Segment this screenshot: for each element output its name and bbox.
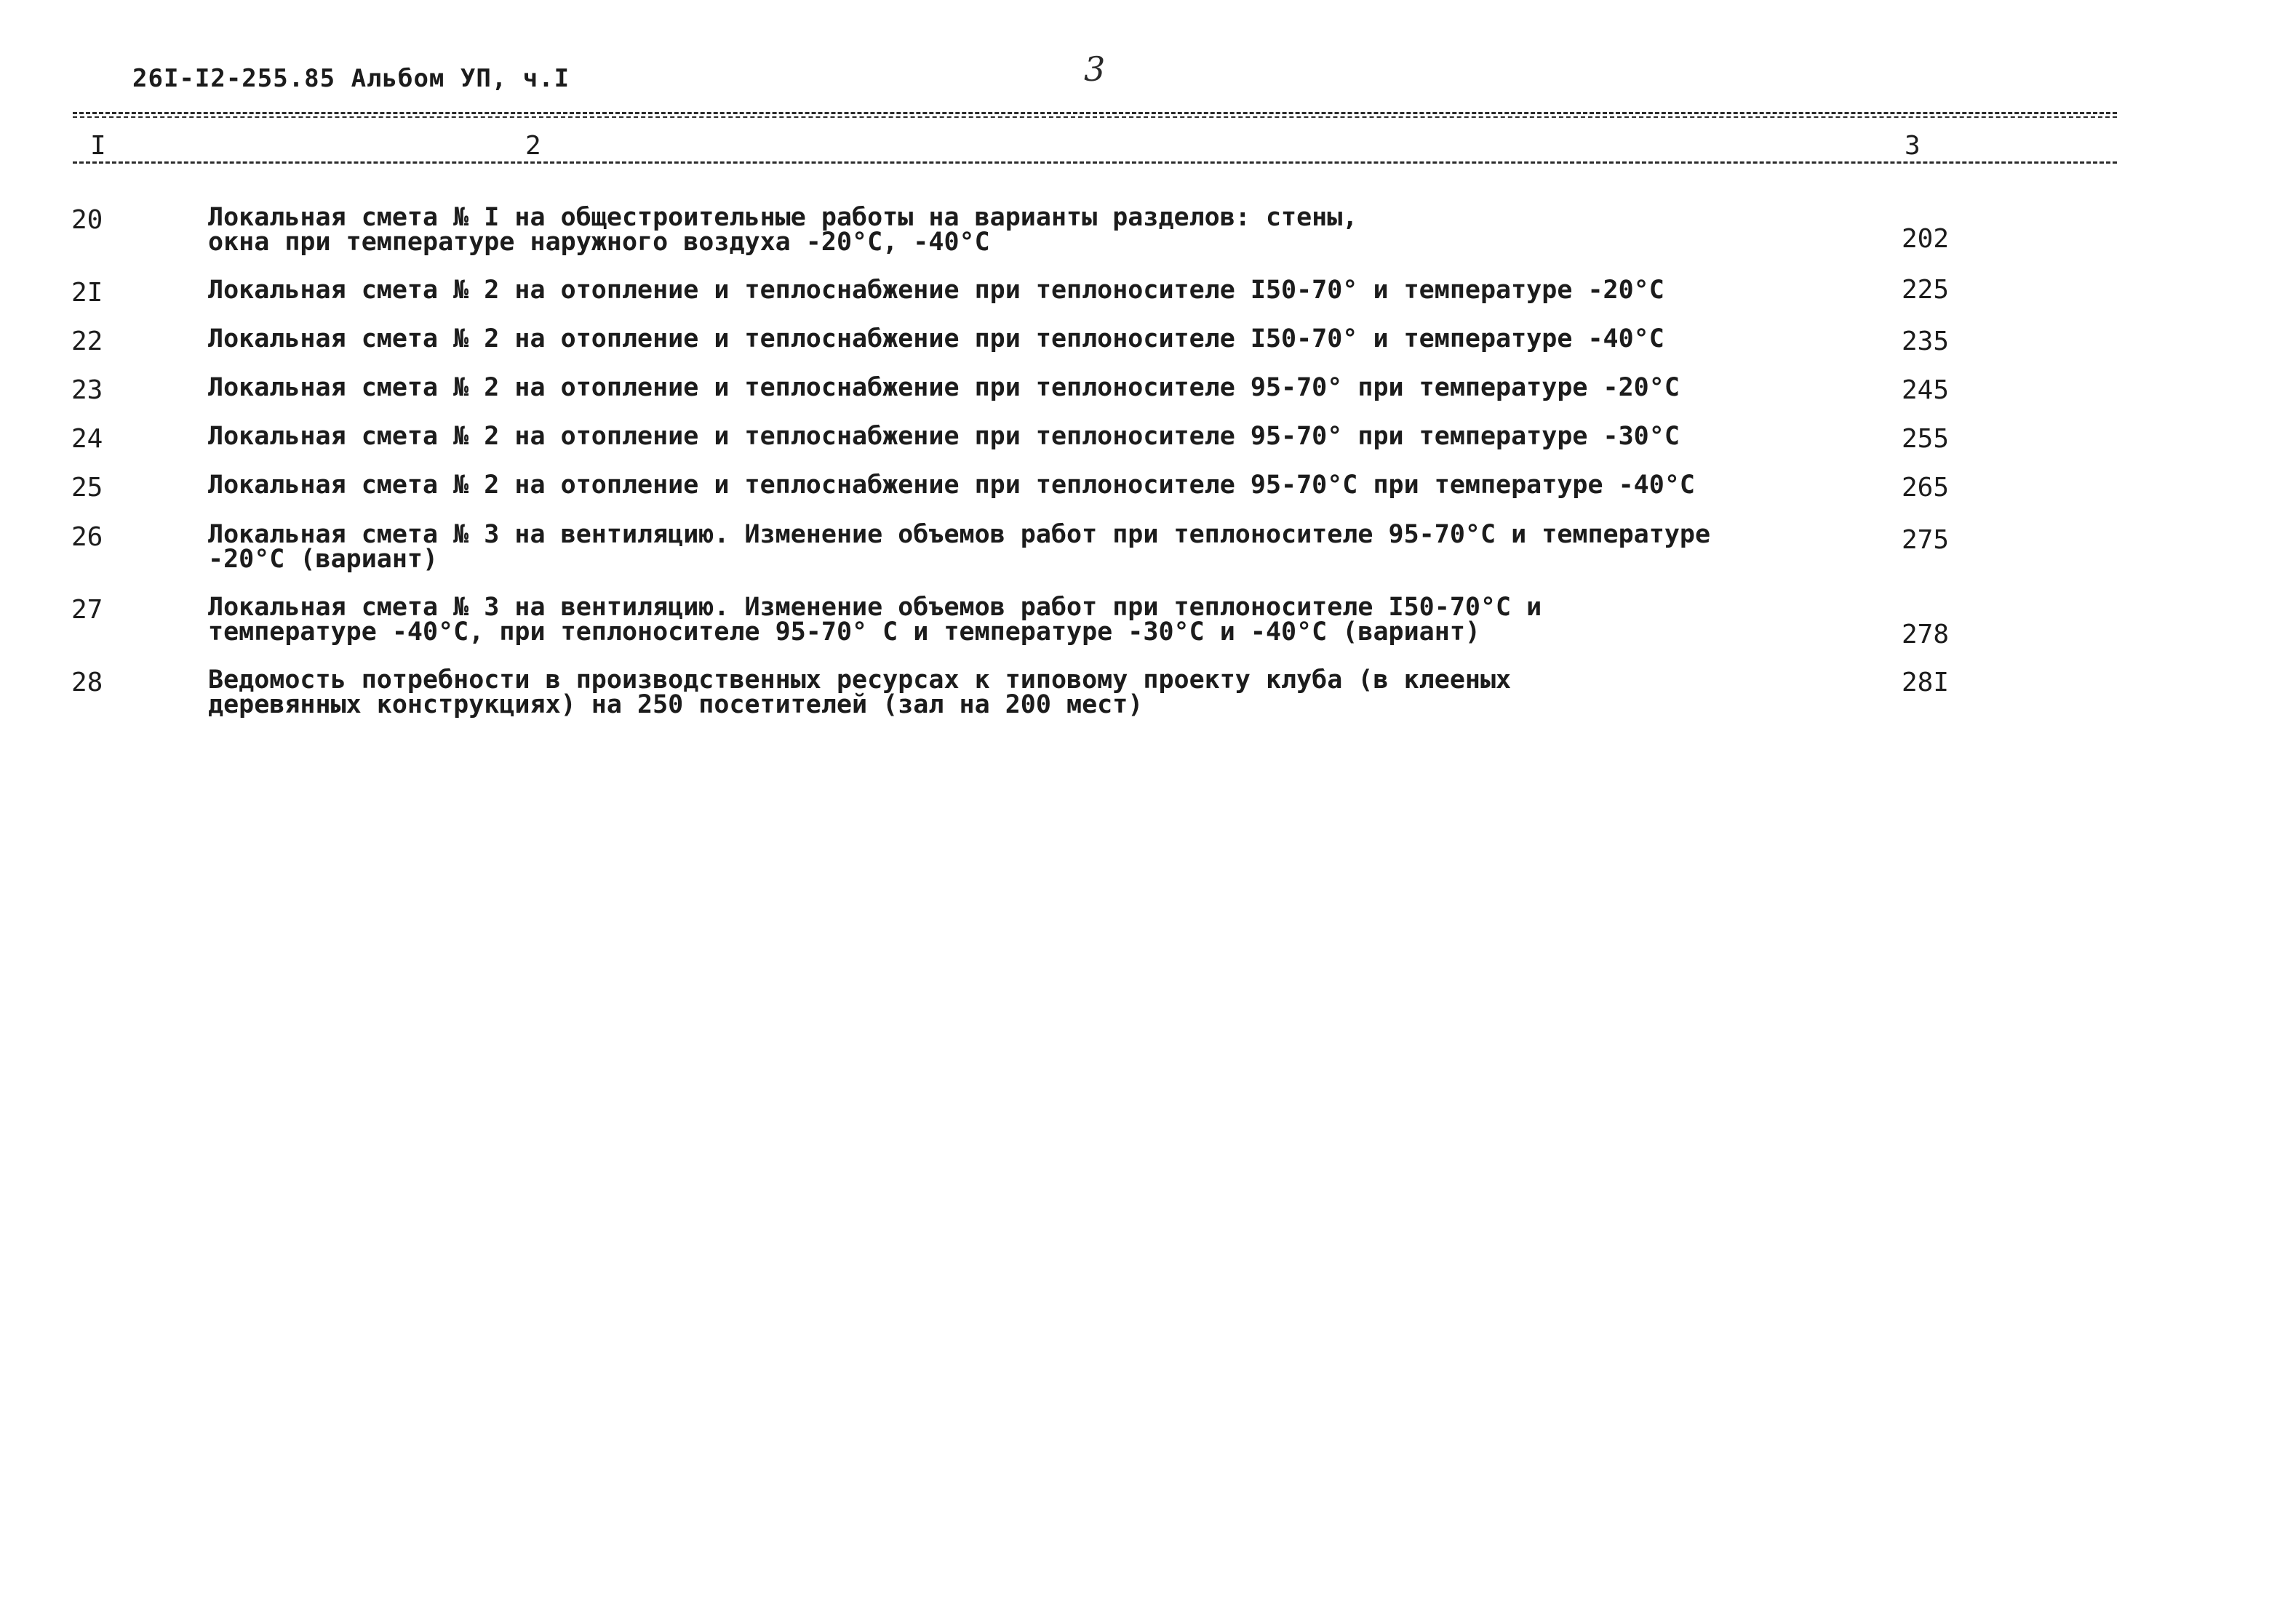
row-page: 265	[1902, 473, 1950, 503]
column-header-number: I	[90, 131, 106, 161]
row-number: 2I	[71, 278, 103, 308]
row-number: 24	[71, 424, 103, 454]
row-page: 28I	[1902, 668, 1950, 697]
header-rule	[73, 161, 2117, 164]
document-code: 26I-I2-255.85 Альбом УП, ч.I	[132, 64, 570, 93]
row-number: 27	[71, 595, 103, 625]
row-title: Локальная смета № 2 на отопление и теплоснабжение при теплоносителе 95-70° при температуре -20°C	[208, 373, 1680, 402]
row-number: 23	[71, 375, 103, 405]
row-title: Локальная смета № 3 на вентиляцию. Изменение объемов работ при теплоносителе 95-70°C и температуре -20°C (вариант)	[208, 520, 1711, 574]
row-title: Локальная смета № 2 на отопление и теплоснабжение при теплоносителе 95-70°C при температуре -40°C	[208, 471, 1695, 500]
row-page: 245	[1902, 375, 1950, 405]
top-rule-secondary	[73, 116, 2117, 118]
row-number: 25	[71, 473, 103, 503]
row-number: 22	[71, 327, 103, 356]
row-page: 275	[1902, 525, 1950, 555]
row-number: 26	[71, 522, 103, 552]
page-number: 3	[1084, 49, 1106, 89]
top-rule	[73, 112, 2117, 114]
row-page: 202	[1902, 224, 1950, 254]
row-title: Локальная смета № 3 на вентиляцию. Изменение объемов работ при теплоносителе I50-70°C и температуре -40°C, при теплоносителе 95-70° C и температуре -30°C и -40°C (вариант)	[208, 593, 1542, 647]
row-title: Локальная смета № 2 на отопление и теплоснабжение при теплоносителе 95-70° при температуре -30°C	[208, 422, 1680, 451]
row-title: Локальная смета № I на общестроительные работы на варианты разделов: стены, окна при температуре наружного воздуха -20°C, -40°C	[208, 203, 1358, 257]
row-number: 20	[71, 205, 103, 235]
row-page: 235	[1902, 327, 1950, 356]
column-header-page: 3	[1905, 131, 1921, 161]
row-number: 28	[71, 668, 103, 697]
row-title: Локальная смета № 2 на отопление и теплоснабжение при теплоносителе I50-70° и температуре -20°C	[208, 276, 1664, 305]
row-title: Ведомость потребности в производственных ресурсах к типовому проекту клуба (в клееных деревянных конструкциях) на 250 посетителей (зал на 200 мест)	[208, 665, 1512, 719]
row-title: Локальная смета № 2 на отопление и теплоснабжение при теплоносителе I50-70° и температуре -40°C	[208, 324, 1664, 353]
row-page: 225	[1902, 275, 1950, 305]
column-header-title: 2	[525, 131, 541, 161]
row-page: 278	[1902, 620, 1950, 649]
row-page: 255	[1902, 424, 1950, 454]
